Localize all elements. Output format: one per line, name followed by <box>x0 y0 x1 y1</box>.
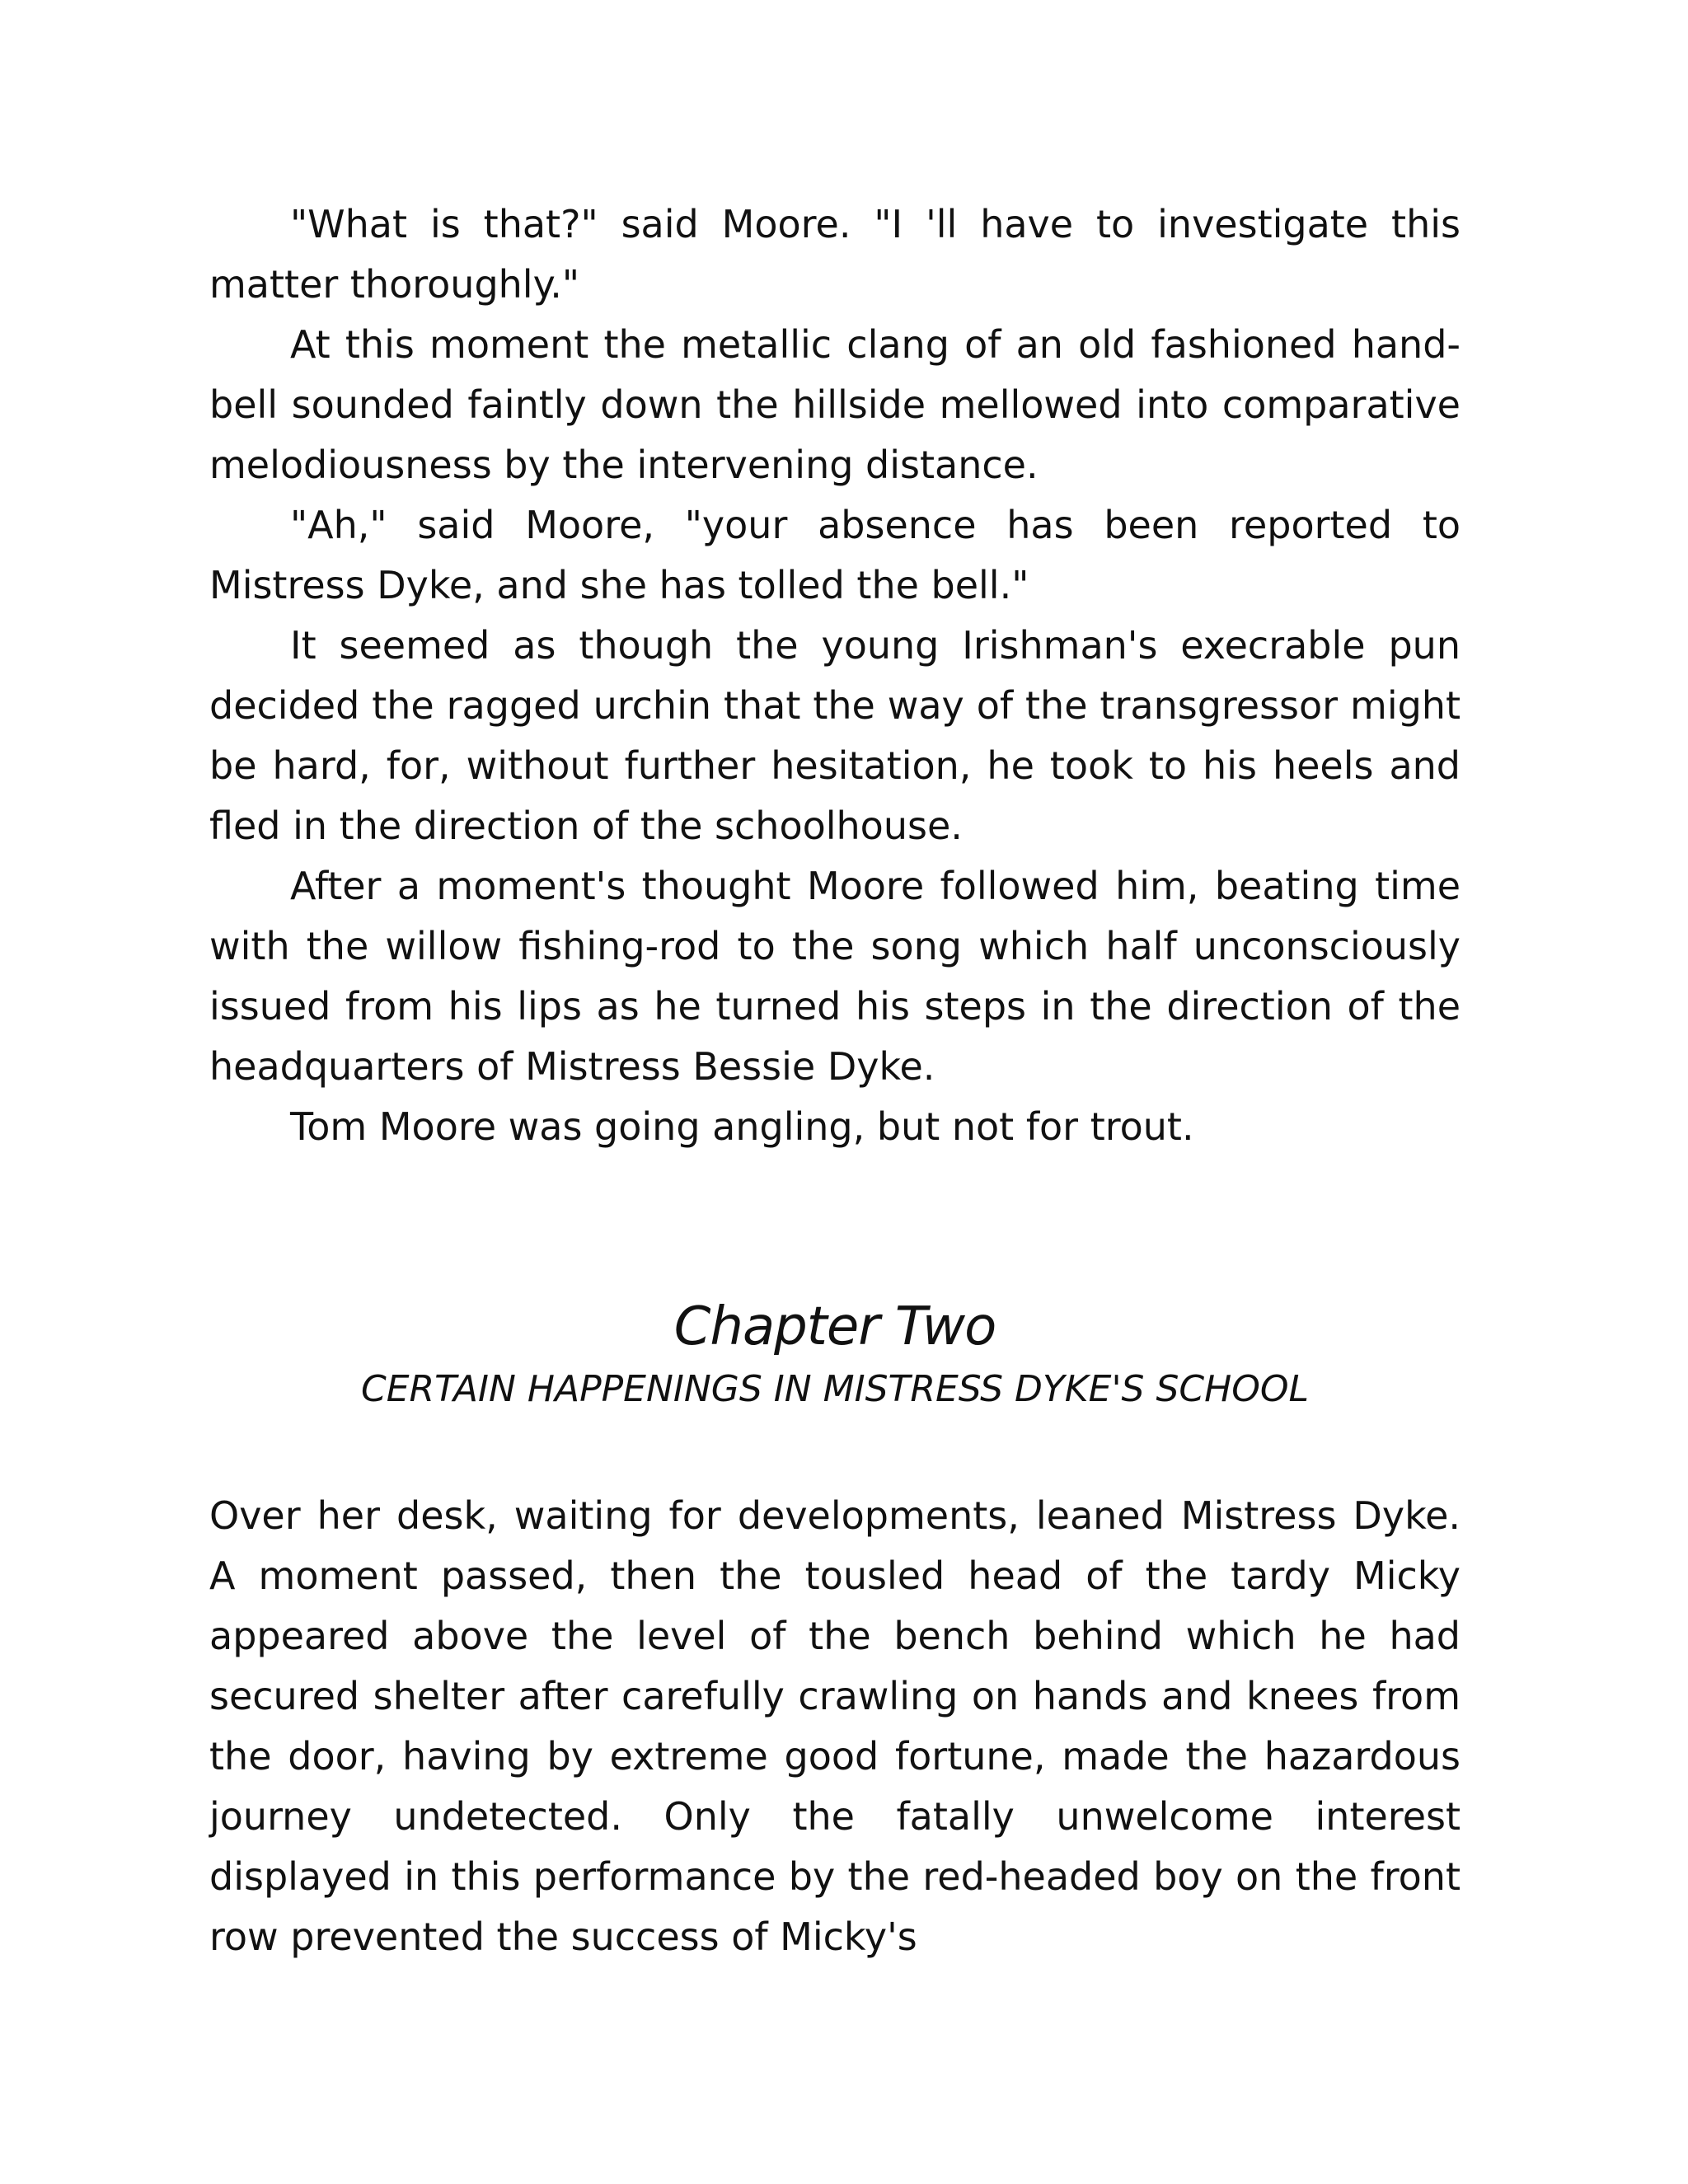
chapter-subtitle: CERTAIN HAPPENINGS IN MISTRESS DYKE'S SCHOOL <box>361 1368 1309 1410</box>
paragraph: After a moment's thought Moore followed him, beating time with the willow fishing-rod to the song which half unconsciously issued from his lips as he turned his steps in the direction of the headquarters of Mistress Bessie Dyke. <box>209 864 1461 1089</box>
chapter-body <box>209 1486 1461 1967</box>
chapter-opening-paragraph: Over her desk, waiting for developments, leaned Mistress Dyke. A moment passed, then the tousled head of the tardy Micky appeared above the level of the bench behind which he had secured shelter after carefully crawling on hands and knees from the door, having by extreme good fortune, made the hazardous journey undetected. Only the fatally unwelcome interest displayed in this performance by the red-headed boy on the front row prevented the success of Micky's <box>209 1493 1461 1959</box>
paragraph: Tom Moore was going angling, but not for trout. <box>290 1104 1194 1149</box>
paragraph: It seemed as though the young Irishman's execrable pun decided the ragged urchin that the way of the transgressor might be hard, for, without further hesitation, he took to his heels and fled in the direction of the schoolhouse. <box>209 623 1461 848</box>
book-page <box>209 194 1461 1967</box>
paragraph: "What is that?" said Moore. "I 'll have to investigate this matter thoroughly." <box>209 202 1461 307</box>
paragraph: At this moment the metallic clang of an old fashioned hand-bell sounded faintly down the hillside mellowed into comparative melodiousness by the intervening distance. <box>209 322 1461 487</box>
paragraph: "Ah," said Moore, "your absence has been reported to Mistress Dyke, and she has tolled the bell." <box>209 503 1461 607</box>
chapter-title: Chapter Two <box>673 1296 996 1357</box>
chapter-heading <box>209 1291 1461 1417</box>
